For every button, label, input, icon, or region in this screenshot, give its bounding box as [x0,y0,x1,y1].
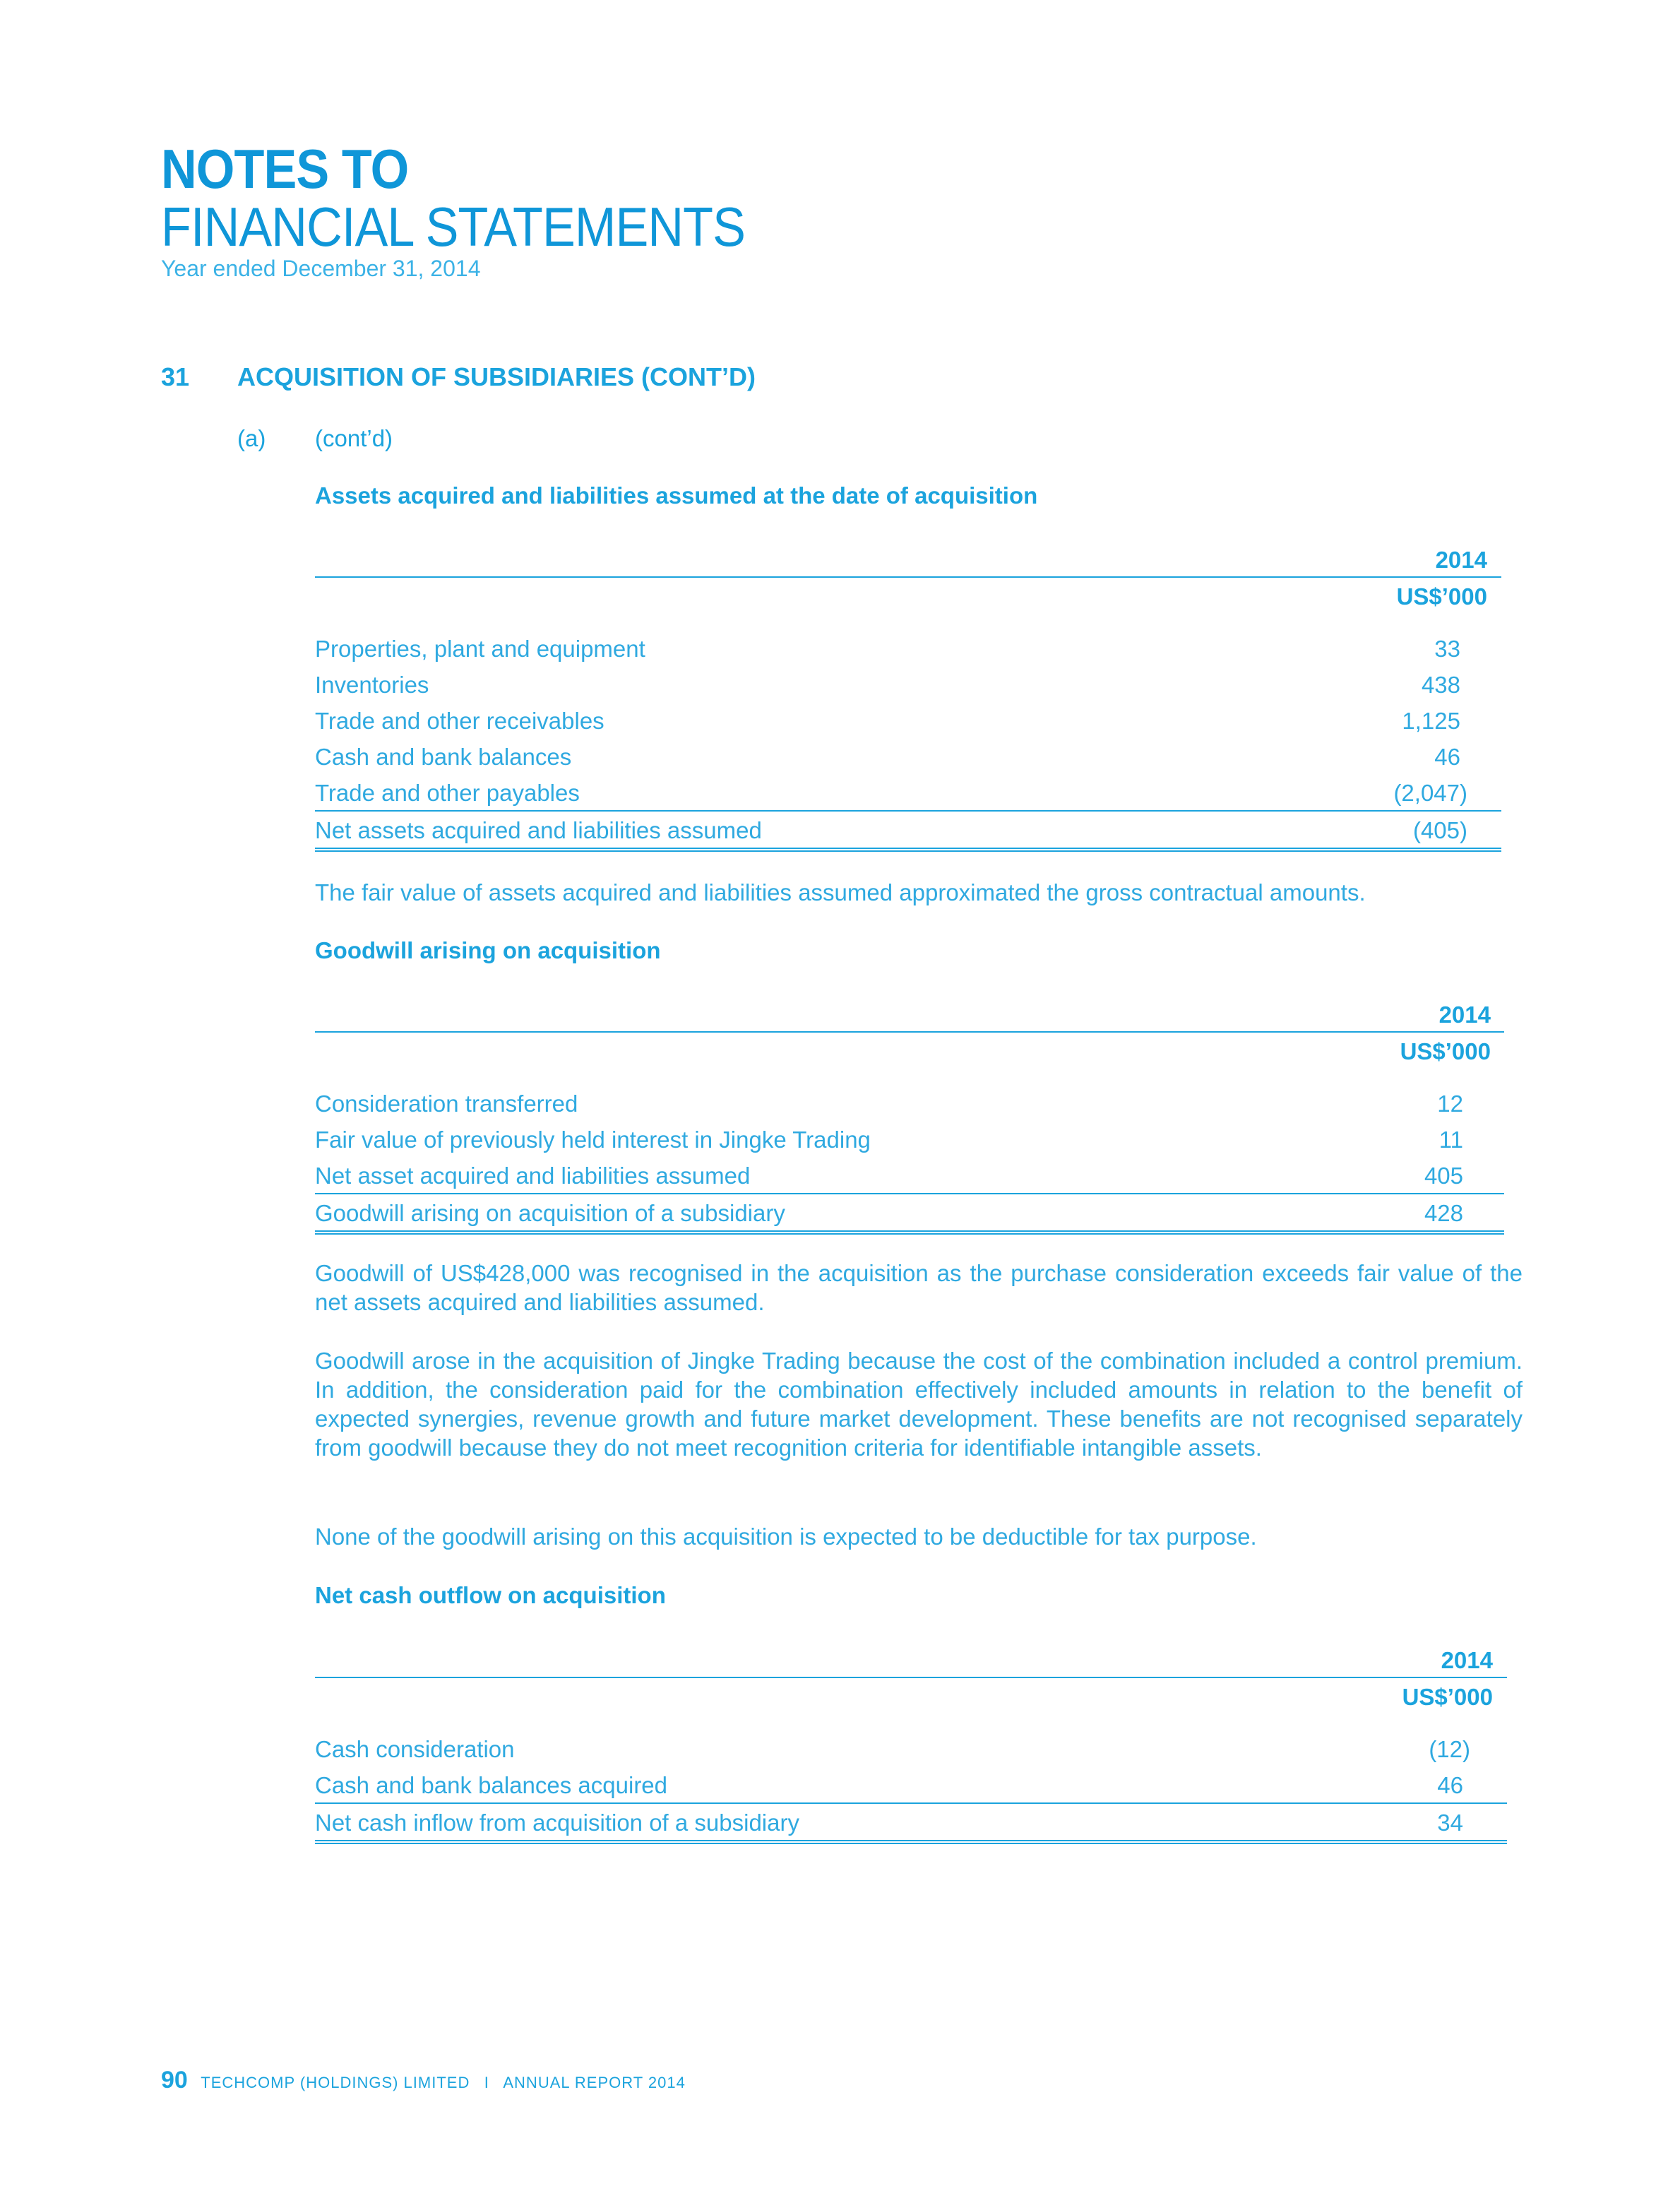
goodwill-heading: Goodwill arising on acquisition [315,937,661,963]
row-value: 438 [1421,672,1460,698]
row-label: Consideration transferred [315,1091,578,1117]
goodwill-paragraph-1 [315,1259,1523,1317]
row-label: Trade and other payables [315,780,580,806]
header-title-line2: FINANCIAL STATEMENTS [161,196,746,258]
row-value: 34 [1437,1810,1463,1836]
section-number: 31 [161,362,190,391]
goodwill-year-header: 2014 [1438,1002,1491,1028]
row-value: 12 [1437,1091,1463,1117]
table-row [315,702,1501,738]
goodwill-paragraph-3 [315,1522,1523,1551]
table-total-row [315,1193,1504,1235]
row-label: Goodwill arising on acquisition of a subsidiary [315,1200,785,1226]
row-value: 405 [1424,1163,1463,1189]
table-row [315,630,1501,666]
subsection-text: (cont’d) [315,425,393,451]
page-number: 90 [161,2067,188,2093]
table-row [315,774,1501,810]
header-subtitle: Year ended December 31, 2014 [161,256,481,281]
row-value: (12) [1429,1736,1470,1762]
table-total-row [315,1802,1507,1844]
assets-year-header: 2014 [1435,547,1487,573]
row-value: 428 [1424,1200,1463,1226]
table-total-row [315,810,1501,852]
cashflow-currency-header: US$’000 [1402,1684,1493,1710]
footer-separator: I [484,2074,489,2091]
row-label: Net cash inflow from acquisition of a subsidiary [315,1810,799,1836]
goodwill-currency-header: US$’000 [1400,1038,1491,1064]
table-row [315,666,1501,702]
assets-note [315,878,1523,907]
cashflow-year-header: 2014 [1441,1647,1493,1673]
goodwill-paragraph-2 [315,1346,1523,1462]
table-row [315,1085,1504,1121]
table-row [315,1766,1507,1802]
row-value: 46 [1434,744,1460,770]
assets-note-text: The fair value of assets acquired and liabilities assumed approximated the gross contractual amounts. [315,879,1366,905]
table-row [315,1730,1507,1766]
row-label: Cash and bank balances [315,744,572,770]
row-value: 46 [1437,1772,1463,1798]
page-footer [161,2068,686,2092]
assets-heading: Assets acquired and liabilities assumed at the date of acquisition [315,482,1038,509]
row-value: 1,125 [1402,708,1460,734]
section-title: ACQUISITION OF SUBSIDIARIES (CONT’D) [237,362,756,391]
goodwill-paragraph-2-text: Goodwill arose in the acquisition of Jingke Trading because the cost of the combination included a control premium. In addition, the consideration paid for the combination effectively included amounts in relation to the benefit of expected synergies, revenue growth and future market development. These benefits are not recognised separately from goodwill because they do not meet recognition criteria for identifiable intangible assets. [315,1348,1523,1461]
assets-currency-header: US$’000 [1396,583,1487,610]
row-label: Cash consideration [315,1736,515,1762]
row-label: Trade and other receivables [315,708,604,734]
row-value: 33 [1434,636,1460,662]
table-row [315,1121,1504,1157]
goodwill-header-rule [315,1031,1504,1033]
footer-company: TECHCOMP (HOLDINGS) LIMITED [201,2074,470,2091]
row-label: Cash and bank balances acquired [315,1772,668,1798]
goodwill-paragraph-3-text: None of the goodwill arising on this acquisition is expected to be deductible for tax purpose. [315,1523,1257,1550]
table-row [315,738,1501,774]
row-value: (405) [1412,817,1467,843]
row-label: Properties, plant and equipment [315,636,645,662]
row-label: Net asset acquired and liabilities assumed [315,1163,751,1189]
cashflow-header-rule [315,1677,1507,1678]
header-title-line1: NOTES TO [161,138,409,200]
row-value: (2,047) [1393,780,1467,806]
goodwill-paragraph-1-text: Goodwill of US$428,000 was recognised in the acquisition as the purchase consideration exceeds fair value of the net assets acquired and liabilities assumed. [315,1260,1523,1315]
row-value: 11 [1438,1127,1463,1153]
row-label: Net assets acquired and liabilities assumed [315,817,762,843]
subsection-label: (a) [237,425,266,451]
row-label: Fair value of previously held interest in Jingke Trading [315,1127,871,1153]
row-label: Inventories [315,672,429,698]
cashflow-heading: Net cash outflow on acquisition [315,1582,666,1608]
footer-report: ANNUAL REPORT 2014 [503,2074,686,2091]
table-row [315,1157,1504,1193]
assets-header-rule [315,576,1501,578]
